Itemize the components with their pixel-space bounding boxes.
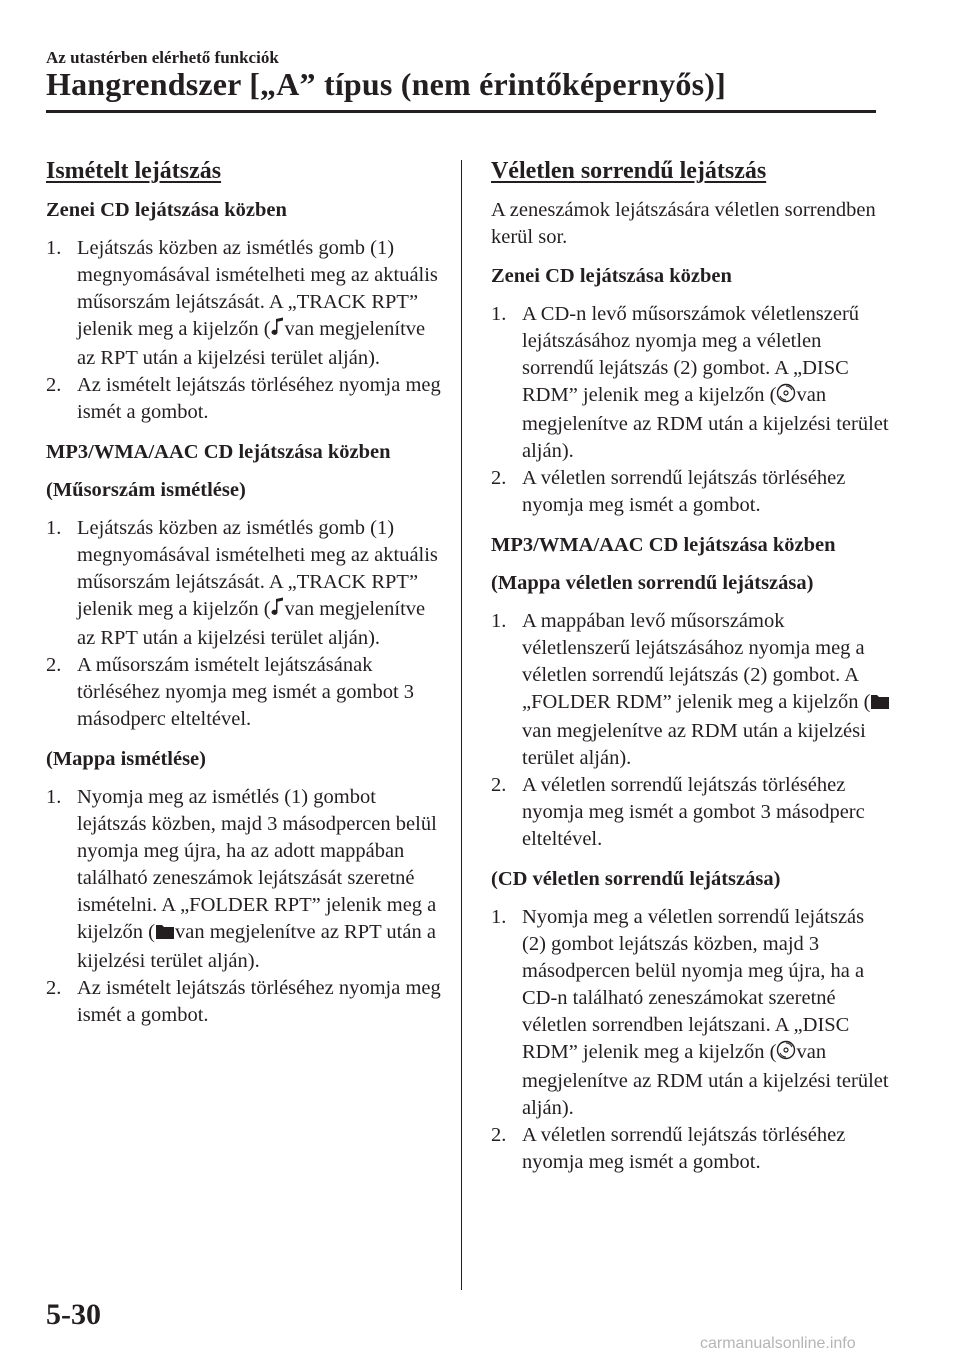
list-item: 2. A véletlen sorrendű lejátszás törléséhez nyomja meg ismét a gombot. (491, 467, 846, 516)
subheading-cd: Zenei CD lejátszása közben (491, 265, 732, 287)
steps-list (46, 235, 446, 426)
subheading-mp3: MP3/WMA/AAC CD lejátszása közben (46, 441, 391, 463)
intro-text: A zeneszámok lejátszására véletlen sorrendben kerül sor. (491, 199, 876, 248)
page-number: 5-30 (46, 1298, 101, 1331)
subheading-folder-repeat: (Mappa ismétlése) (46, 748, 206, 770)
list-item: 2. Az ismételt lejátszás törléséhez nyomja meg ismét a gombot. (46, 374, 441, 423)
section-heading-random: Véletlen sorrendű lejátszás (491, 158, 767, 184)
music-note-icon (271, 317, 285, 345)
list-item: 1. Nyomja meg a véletlen sorrendű lejátszás (2) gombot lejátszás közben, majd 3 másodpercen belül nyomja meg újra, ha a CD-n található zeneszámokat szeretné véletlen sorrendben lejátszani. A „DISC RDM” jelenik meg a kijelzőn ( van megjelenítve az RDM után a kijelzési terület alján). (491, 906, 889, 1119)
right-column (491, 158, 891, 1189)
section-heading-repeat: Ismételt lejátszás (46, 158, 222, 184)
steps-list (46, 515, 446, 733)
column-divider (461, 160, 462, 1290)
title-rule (46, 110, 876, 113)
watermark: carmanualsonline.info (700, 1335, 856, 1352)
disc-icon (776, 383, 796, 411)
list-item: 1. Nyomja meg az ismétlés (1) gombot lejátszás közben, majd 3 másodpercen belül nyomja meg újra, ha az adott mappában található zeneszámok lejátszását szeretné ismételni. A „FOLDER RPT” jelenik meg a kijelzőn ( van megjelenítve az RPT után a kijelzési terület alján). (46, 786, 437, 972)
folder-icon (870, 691, 890, 718)
subheading-folder-random: (Mappa véletlen sorrendű lejátszása) (491, 572, 814, 594)
music-note-icon (271, 597, 285, 625)
subheading-cd: Zenei CD lejátszása közben (46, 199, 287, 221)
page-title: Hangrendszer [„A” típus (nem érintőképernyős)] (46, 66, 726, 102)
list-item: 2. A műsorszám ismételt lejátszásának törléséhez nyomja meg ismét a gombot 3 másodperc elteltével. (46, 654, 415, 730)
left-column (46, 158, 446, 1042)
list-item: 1. Lejátszás közben az ismétlés gomb (1) megnyomásával ismételheti meg az aktuális műsorszám lejátszását. A „TRACK RPT” jelenik meg a kijelzőn ( van megjelenítve az RPT után a kijelzési terület alján). (46, 237, 438, 369)
list-item: 2. Az ismételt lejátszás törléséhez nyomja meg ismét a gombot. (46, 977, 441, 1026)
subheading-mp3: MP3/WMA/AAC CD lejátszása közben (491, 534, 836, 556)
steps-list (491, 904, 891, 1176)
list-item: 1. A CD-n levő műsorszámok véletlenszerű lejátszásához nyomja meg a véletlen sorrendű lejátszás (2) gombot. A „DISC RDM” jelenik meg a kijelzőn ( van megjelenítve az RDM után a kijelzési terület alján). (491, 303, 889, 462)
list-item: 2. A véletlen sorrendű lejátszás törléséhez nyomja meg ismét a gombot 3 másodperc elteltével. (491, 774, 865, 850)
subheading-cd-random: (CD véletlen sorrendű lejátszása) (491, 868, 781, 890)
folder-icon (155, 921, 175, 948)
list-item: 2. A véletlen sorrendű lejátszás törléséhez nyomja meg ismét a gombot. (491, 1124, 846, 1173)
steps-list (491, 301, 891, 519)
list-item: 1. Lejátszás közben az ismétlés gomb (1) megnyomásával ismételheti meg az aktuális műsorszám lejátszását. A „TRACK RPT” jelenik meg a kijelzőn ( van megjelenítve az RPT után a kijelzési terület alján). (46, 517, 438, 649)
list-item: 1. A mappában levő műsorszámok véletlenszerű lejátszásához nyomja meg a véletlen sorrendű lejátszás (2) gombot. A „FOLDER RDM” jelenik meg a kijelzőn (van megjelenítve az RDM után a kijelzési terület alján). (491, 608, 891, 772)
steps-list (491, 608, 891, 853)
chapter-supertitle: Az utastérben elérhető funkciók (46, 48, 279, 67)
disc-icon (776, 1040, 796, 1068)
subheading-track-repeat: (Műsorszám ismétlése) (46, 479, 246, 501)
steps-list (46, 784, 446, 1029)
